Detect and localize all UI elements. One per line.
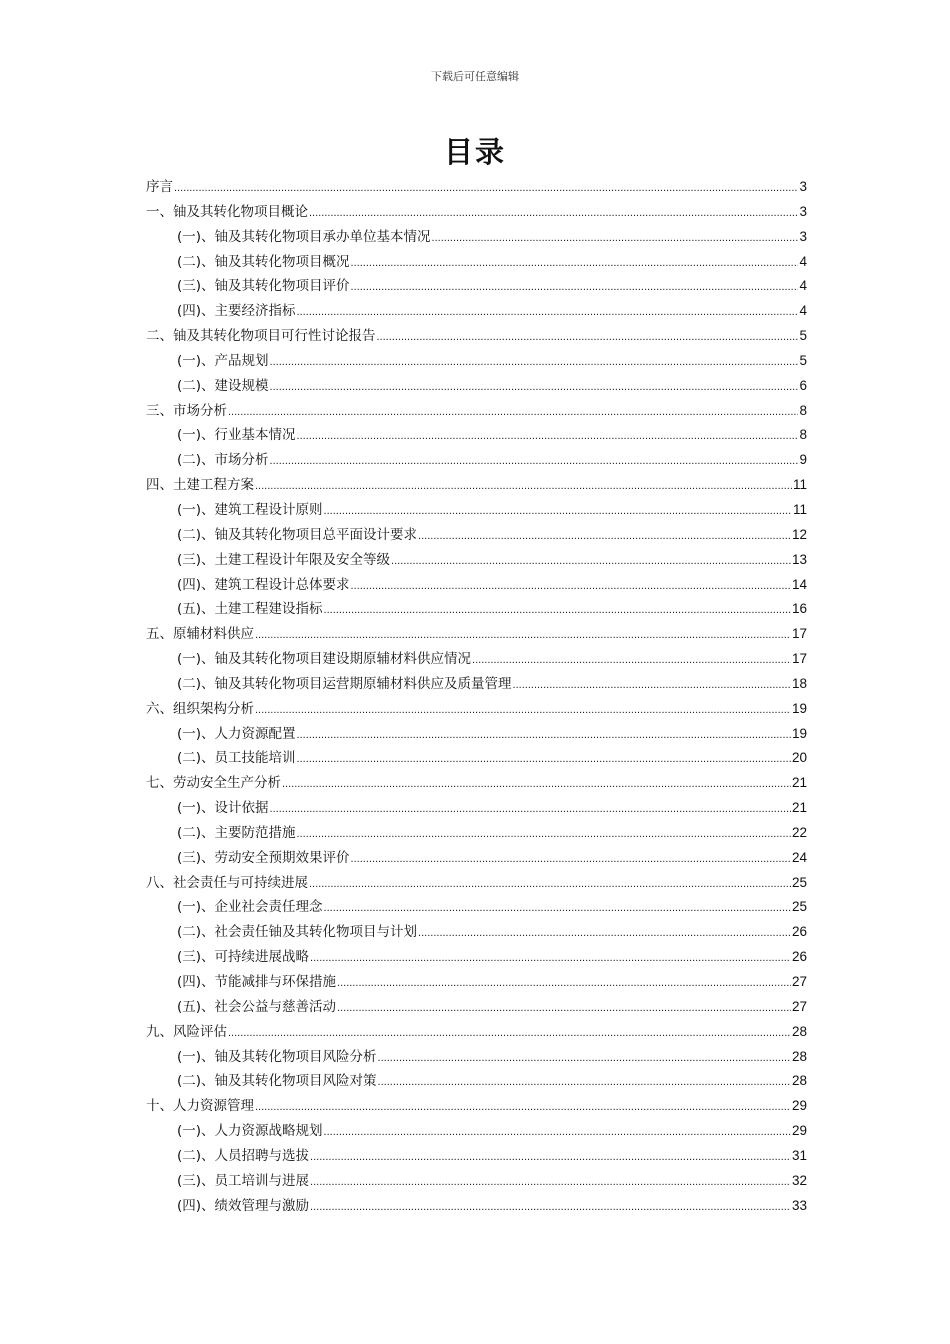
toc-dot-leader [297, 424, 799, 449]
toc-page-number: 20 [791, 750, 807, 766]
toc-entry-text: (四)、主要经济指标 [177, 303, 296, 320]
toc-subentry[interactable] [146, 573, 807, 598]
toc-entry-text: (一)、建筑工程设计原则 [177, 501, 323, 518]
toc-subentry[interactable] [146, 498, 807, 523]
toc-entry-text: (四)、节能减排与环保措施 [177, 974, 337, 990]
toc-dot-leader [270, 375, 799, 400]
toc-subentry[interactable] [146, 597, 807, 622]
toc-dot-leader [297, 747, 791, 772]
toc-entry-text: (一)、人力资源配置 [177, 725, 296, 742]
toc-dot-leader [228, 400, 798, 425]
toc-entry-text: (二)、人员招聘与选拔 [177, 1147, 310, 1164]
toc-entry[interactable] [146, 871, 807, 896]
toc-page-number: 8 [799, 427, 807, 443]
toc-dot-leader [432, 226, 799, 251]
toc-subentry[interactable] [146, 970, 807, 995]
toc-page-number: 5 [799, 328, 807, 344]
toc-page-number: 3 [799, 228, 807, 244]
toc-entry-text: 八、社会责任与可持续进展 [146, 874, 308, 891]
toc-page-number: 11 [792, 501, 807, 517]
toc-entry-text: (一)、设计依据 [177, 800, 269, 817]
toc-title: 目录 [443, 135, 506, 169]
toc-dot-leader [324, 499, 792, 524]
toc-entry-text: (二)、建设规模 [177, 377, 269, 394]
toc-entry[interactable] [146, 324, 807, 349]
toc-entry-text: (三)、劳动安全预期效果评价 [177, 849, 350, 866]
toc-entry-text: (五)、土建工程建设指标 [177, 601, 323, 618]
toc-subentry[interactable] [146, 895, 807, 920]
toc-subentry[interactable] [146, 349, 807, 374]
toc-dot-leader [297, 300, 799, 325]
toc-subentry[interactable] [146, 821, 807, 846]
toc-page-number: 8 [799, 402, 807, 418]
toc-page-number: 17 [791, 651, 807, 667]
toc-subentry[interactable] [146, 846, 807, 871]
toc-page-number: 6 [799, 377, 807, 393]
toc-page-number: 21 [791, 775, 807, 791]
toc-dot-leader [351, 847, 791, 872]
toc-entry-text: 九、风险评估 [146, 1023, 227, 1040]
toc-entry-text: (二)、市场分析 [177, 452, 269, 469]
toc-subentry[interactable] [146, 647, 807, 672]
toc-entry[interactable] [146, 1094, 807, 1119]
toc-page-number: 19 [791, 725, 807, 741]
toc-entry-text: (二)、主要防范措施 [177, 824, 296, 841]
toc-subentry[interactable] [146, 995, 807, 1020]
toc-entry[interactable] [146, 175, 807, 200]
toc-page-number: 4 [799, 253, 807, 269]
toc-dot-leader [270, 449, 799, 474]
toc-subentry[interactable] [146, 423, 807, 448]
toc-entry-text: (一)、铀及其转化物项目风险分析 [177, 1048, 377, 1065]
toc-entry-text: 七、劳动安全生产分析 [146, 775, 281, 792]
toc-dot-leader [255, 1095, 791, 1120]
toc-subentry[interactable] [146, 548, 807, 573]
toc-subentry[interactable] [146, 523, 807, 548]
toc-list [146, 175, 807, 1218]
toc-entry-text: 十、人力资源管理 [146, 1098, 254, 1115]
toc-page-number: 27 [791, 974, 807, 989]
toc-subentry[interactable] [146, 945, 807, 970]
toc-page-number: 19 [791, 700, 807, 716]
toc-subentry[interactable] [146, 274, 807, 299]
toc-dot-leader [310, 1195, 791, 1220]
toc-page-number: 24 [791, 849, 807, 865]
toc-dot-leader [337, 996, 791, 1021]
toc-subentry[interactable] [146, 1144, 807, 1169]
toc-subentry[interactable] [146, 1169, 807, 1194]
toc-dot-leader [391, 549, 791, 574]
toc-page-number: 33 [791, 1197, 807, 1213]
toc-dot-leader [297, 822, 791, 847]
toc-entry-text: (一)、行业基本情况 [177, 427, 296, 444]
toc-dot-leader [310, 946, 791, 971]
toc-entry-text: (二)、社会责任铀及其转化物项目与计划 [177, 924, 418, 941]
toc-dot-leader [270, 797, 791, 822]
toc-page-number: 11 [792, 477, 807, 493]
toc-page-number: 13 [791, 551, 807, 567]
toc-page-number: 3 [799, 203, 807, 219]
toc-subentry[interactable] [146, 1119, 807, 1144]
toc-entry[interactable] [146, 697, 807, 722]
toc-dot-leader [324, 598, 791, 623]
toc-dot-leader [228, 1021, 791, 1046]
toc-entry-text: (二)、铀及其转化物项目总平面设计要求 [177, 526, 418, 543]
toc-dot-leader [270, 350, 799, 375]
toc-dot-leader [255, 623, 791, 648]
toc-dot-leader [324, 896, 791, 921]
toc-dot-leader [309, 872, 791, 897]
toc-entry-text: (一)、铀及其转化物项目承办单位基本情况 [177, 228, 431, 245]
toc-page-number: 32 [791, 1172, 807, 1188]
toc-entry-text: 一、铀及其转化物项目概论 [146, 203, 308, 220]
toc-subentry[interactable] [146, 1194, 807, 1219]
toc-entry[interactable] [146, 473, 807, 498]
toc-page-number: 27 [791, 998, 807, 1014]
toc-page-number: 17 [791, 626, 807, 642]
toc-subentry[interactable] [146, 920, 807, 945]
toc-entry-text: (一)、人力资源战略规划 [177, 1123, 323, 1140]
toc-page-number: 4 [799, 278, 807, 294]
header-note: 下载后可任意编辑 [431, 70, 519, 83]
toc-page-number: 28 [791, 1073, 807, 1089]
toc-subentry[interactable] [146, 1045, 807, 1070]
toc-dot-leader [255, 474, 792, 499]
toc-entry-text: (四)、建筑工程设计总体要求 [177, 576, 350, 593]
toc-page-number: 22 [791, 824, 807, 840]
toc-subentry[interactable] [146, 448, 807, 473]
toc-entry-text: (二)、铀及其转化物项目运营期原辅材料供应及质量管理 [177, 675, 512, 692]
toc-dot-leader [282, 772, 791, 797]
toc-entry-text: (二)、铀及其转化物项目概况 [177, 253, 350, 270]
toc-dot-leader [310, 1145, 791, 1170]
toc-page-number: 29 [791, 1098, 807, 1114]
toc-page-number: 18 [791, 675, 807, 691]
toc-page-number: 4 [799, 303, 807, 319]
toc-dot-leader [309, 201, 798, 226]
toc-page-number: 29 [791, 1123, 807, 1139]
toc-entry[interactable] [146, 1020, 807, 1045]
toc-page-number: 21 [791, 800, 807, 816]
toc-dot-leader [378, 1070, 791, 1095]
toc-page-number: 5 [799, 352, 807, 368]
toc-page-number: 9 [799, 452, 807, 468]
toc-entry[interactable] [146, 200, 807, 225]
toc-subentry[interactable] [146, 225, 807, 250]
toc-entry-text: (一)、产品规划 [177, 352, 269, 369]
toc-dot-leader [377, 325, 799, 350]
toc-page-number: 12 [791, 526, 807, 542]
toc-entry-text: 六、组织架构分析 [146, 700, 254, 717]
toc-dot-leader [337, 971, 791, 996]
toc-dot-leader [418, 921, 791, 946]
toc-entry-text: (四)、绩效管理与激励 [177, 1197, 310, 1214]
toc-entry-text: (三)、可持续进展战略 [177, 949, 310, 966]
toc-subentry[interactable] [146, 374, 807, 399]
toc-subentry[interactable] [146, 796, 807, 821]
toc-dot-leader [174, 176, 798, 201]
toc-subentry[interactable] [146, 1069, 807, 1094]
toc-subentry[interactable] [146, 746, 807, 771]
toc-page-number: 28 [791, 1048, 807, 1064]
toc-subentry[interactable] [146, 672, 807, 697]
toc-dot-leader [513, 673, 791, 698]
toc-entry-text: (三)、员工培训与进展 [177, 1172, 310, 1189]
toc-entry-text: 三、市场分析 [146, 402, 227, 419]
toc-dot-leader [351, 574, 791, 599]
toc-entry-text: (三)、铀及其转化物项目评价 [177, 278, 350, 295]
toc-page-number: 16 [791, 601, 807, 617]
toc-entry-text: 序言 [146, 179, 173, 195]
toc-entry-text: (三)、土建工程设计年限及安全等级 [177, 551, 391, 568]
toc-dot-leader [351, 251, 799, 276]
toc-page-number: 28 [791, 1023, 807, 1039]
toc-entry-text: 四、土建工程方案 [146, 477, 254, 494]
toc-entry[interactable] [146, 771, 807, 796]
toc-entry-text: (二)、铀及其转化物项目风险对策 [177, 1073, 377, 1090]
toc-entry-text: 二、铀及其转化物项目可行性讨论报告 [146, 328, 376, 345]
toc-entry[interactable] [146, 622, 807, 647]
toc-dot-leader [472, 648, 791, 673]
toc-entry-text: 五、原辅材料供应 [146, 626, 254, 643]
toc-subentry[interactable] [146, 299, 807, 324]
toc-dot-leader [297, 723, 791, 748]
toc-dot-leader [324, 1120, 791, 1145]
toc-entry-text: (二)、员工技能培训 [177, 750, 296, 767]
toc-dot-leader [255, 698, 791, 723]
toc-page-number: 3 [799, 179, 807, 194]
toc-page-number: 14 [791, 576, 807, 592]
toc-dot-leader [418, 524, 791, 549]
toc-dot-leader [310, 1170, 791, 1195]
toc-entry-text: (一)、企业社会责任理念 [177, 899, 323, 916]
toc-subentry[interactable] [146, 722, 807, 747]
toc-entry[interactable] [146, 399, 807, 424]
toc-dot-leader [351, 275, 799, 300]
toc-subentry[interactable] [146, 250, 807, 275]
toc-entry-text: (一)、铀及其转化物项目建设期原辅材料供应情况 [177, 651, 472, 668]
toc-dot-leader [378, 1046, 791, 1071]
toc-page-number: 31 [791, 1147, 807, 1163]
toc-page-number: 26 [791, 949, 807, 965]
toc-page-number: 26 [791, 924, 807, 940]
toc-page-number: 25 [791, 899, 807, 915]
toc-entry-text: (五)、社会公益与慈善活动 [177, 998, 337, 1015]
toc-page-number: 25 [791, 874, 807, 890]
